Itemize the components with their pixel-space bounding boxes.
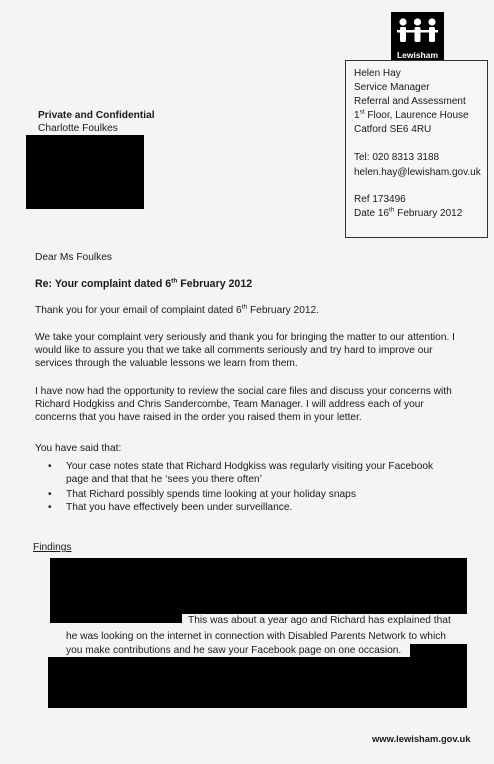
- sender-department: Referral and Assessment: [354, 96, 466, 107]
- bullet-icon: •: [48, 502, 52, 513]
- sender-address-floor: 1st Floor, Laurence House: [354, 108, 469, 121]
- logo-text: Lewisham: [396, 50, 439, 60]
- thanks-paragraph: Thank you for your email of complaint dated 6th February 2012.: [35, 303, 320, 316]
- sender-title: Service Manager: [354, 82, 430, 93]
- redacted-block-bottom: [48, 657, 467, 708]
- you-have-said-intro: You have said that:: [35, 443, 122, 454]
- bullet-item: That you have effectively been under surveillance.: [66, 502, 293, 513]
- findings-line: he was looking on the internet in connection with Disabled Parents Network to which: [66, 631, 446, 642]
- crown-figures-icon: [395, 16, 440, 46]
- private-confidential-label: Private and Confidential: [38, 110, 155, 121]
- reference-number: Ref 173496: [354, 194, 406, 205]
- bullet-icon: •: [48, 461, 52, 472]
- paragraph-take-seriously: [35, 331, 455, 370]
- paragraph-line: I have now had the opportunity to review the social care files and discuss your concerns with: [35, 386, 452, 397]
- footer-website: www.lewisham.gov.uk: [372, 733, 471, 744]
- paragraph-line: concerns that you have raised in the order you raised them in your letter.: [35, 412, 362, 423]
- paragraph-line: Richard Hodgkiss and Chris Sandercombe, Team Manager. I will address each of your: [35, 399, 424, 410]
- findings-heading: Findings: [33, 542, 72, 553]
- paragraph-line: We take your complaint very seriously and thank you for bringing the matter to our attention. I: [35, 332, 455, 343]
- findings-line: you make contributions and he saw your Facebook page on one occasion.: [66, 645, 402, 656]
- redacted-address-block: [26, 135, 144, 209]
- sender-email: helen.hay@lewisham.gov.uk: [354, 167, 481, 178]
- bullet-item: That Richard possibly spends time looking at your holiday snaps: [66, 489, 356, 500]
- findings-line: This was about a year ago and Richard has explained that: [188, 615, 451, 626]
- sender-address-city: Catford SE6 4RU: [354, 124, 432, 135]
- sender-contact-box: [345, 60, 488, 238]
- redacted-block-top-tail: [50, 612, 182, 623]
- sender-telephone: Tel: 020 8313 3188: [354, 152, 440, 163]
- lewisham-logo: [391, 12, 444, 65]
- redacted-block-top: [50, 558, 467, 614]
- paragraph-line: services through the valuable lessons we learn from them.: [35, 358, 298, 369]
- recipient-name: Charlotte Foulkes: [38, 123, 118, 134]
- sender-name: Helen Hay: [354, 68, 401, 79]
- paragraph-review: [35, 385, 452, 424]
- subject-line: Re: Your complaint dated 6th February 2012: [35, 277, 253, 290]
- bullet-icon: •: [48, 489, 52, 500]
- letter-date: Date 16th February 2012: [354, 206, 463, 219]
- paragraph-line: would like to assure you that we take all comments seriously and try hard to improve our: [35, 345, 433, 356]
- bullet-line: Your case notes state that Richard Hodgkiss was regularly visiting your Facebook: [66, 461, 434, 472]
- salutation: Dear Ms Foulkes: [35, 252, 112, 263]
- bullet-item: [66, 460, 433, 486]
- bullet-line: page and that that he ‘sees you there often’: [66, 474, 262, 485]
